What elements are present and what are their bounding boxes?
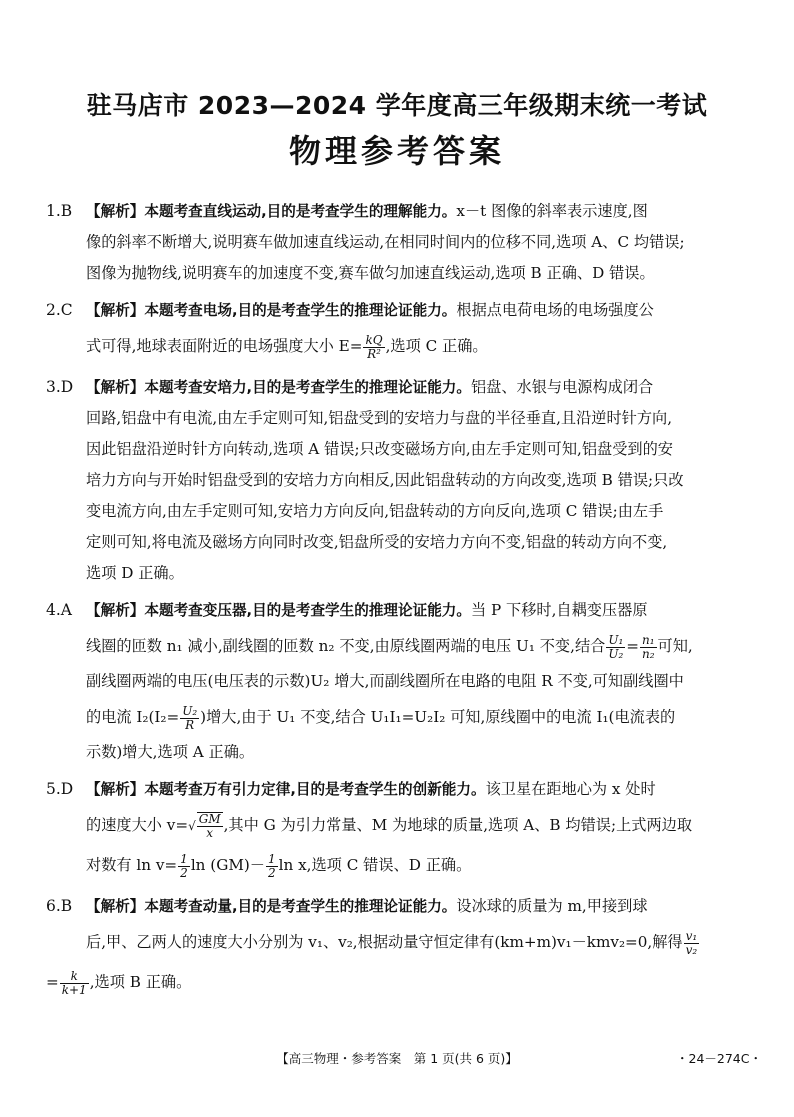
answer-number: 1.B	[46, 202, 73, 220]
analysis-tag: 【解析】本题考查万有引力定律,目的是考查学生的创新能力。	[86, 781, 486, 798]
answer-text: 像的斜率不断增大,说明赛车做加速直线运动,在相同时间内的位移不同,选项 A、C 均错误;	[86, 233, 685, 251]
answer-item-6	[46, 891, 760, 1002]
answer-text: 后,甲、乙两人的速度大小分别为 v₁、v₂,根据动量守恒定律有(km+m)v₁－kmv₂=0,解得	[86, 933, 683, 951]
formula-fraction: $\frac{\text{n₁}}{\text{n₂}}$	[642, 632, 655, 661]
analysis-tag: 【解析】本题考查电场,目的是考查学生的推理论证能力。	[86, 302, 457, 319]
answer-text: x－t 图像的斜率表示速度,图	[456, 202, 648, 220]
answer-number: 6.B	[46, 897, 73, 915]
answer-list	[46, 196, 760, 1008]
answer-text: 线圈的匝数 n₁ 减小,副线圈的匝数 n₂ 不变,由原线圈两端的电压 U₁ 不变,结合	[86, 637, 606, 655]
answer-text: 副线圈两端的电压(电压表的示数)U₂ 增大,而副线圈所在电路的电阻 R 不变,可知副线圈中	[86, 672, 684, 690]
answer-text: 回路,铝盘中有电流,由左手定则可知,铝盘受到的安培力与盘的半径垂直,且沿逆时针方向,	[86, 409, 673, 427]
answer-text: 当 P 下移时,自耦变压器原	[470, 601, 648, 619]
answer-text: 变电流方向,由左手定则可知,安培力方向反向,铝盘转动的方向反向,选项 C 错误;由左手	[86, 502, 664, 520]
analysis-tag: 【解析】本题考查变压器,目的是考查学生的推理论证能力。	[86, 602, 471, 619]
page-footer	[0, 1049, 794, 1067]
answer-number: 3.D	[46, 378, 74, 396]
answer-text: 设冰球的质量为 m,甲接到球	[456, 897, 648, 915]
formula-fraction: $\frac{\text{v₁}}{\text{v₂}}$	[685, 928, 698, 957]
answer-text: ln (GM)－	[190, 856, 265, 874]
answer-text: 示数)增大,选项 A 正确。	[86, 743, 255, 761]
exam-title: 驻马店市 2023—2024 学年度高三年级期末统一考试	[86, 91, 708, 120]
answer-text: ,其中 G 为引力常量、M 为地球的质量,选项 A、B 均错误;上式两边取	[223, 816, 693, 834]
answer-item-1	[46, 196, 760, 289]
answer-number: 4.A	[46, 601, 72, 619]
answer-text: 该卫星在距地心为 x 处时	[485, 780, 656, 798]
answer-text: 可知,	[657, 637, 693, 655]
formula-fraction: $\frac{k}{k+1}$	[61, 968, 87, 997]
answer-text: ,选项 B 正确。	[89, 973, 192, 991]
formula-fraction: $\frac{\text{U₂}}{R}$	[182, 703, 198, 732]
answer-item-3	[46, 372, 760, 589]
answer-text: ,选项 C 正确。	[385, 337, 488, 355]
answer-text: )增大,由于 U₁ 不变,结合 U₁I₁=U₂I₂ 可知,原线圈中的电流 I₁(电流表的	[200, 708, 676, 726]
answer-text: 因此铝盘沿逆时针方向转动,选项 A 错误;只改变磁场方向,由左手定则可知,铝盘受到的安	[86, 440, 673, 458]
footer-page-info: 【高三物理・参考答案 第 1 页(共 6 页)】	[276, 1051, 518, 1066]
answer-text: ln x,选项 C 错误、D 正确。	[278, 856, 472, 874]
formula-fraction: $\frac{\text{U₁}}{\text{U₂}}$	[608, 632, 624, 661]
analysis-tag: 【解析】本题考查动量,目的是考查学生的推理论证能力。	[86, 898, 457, 915]
answer-item-5	[46, 774, 760, 885]
analysis-tag: 【解析】本题考查安培力,目的是考查学生的推理论证能力。	[86, 379, 471, 396]
answer-item-2	[46, 295, 760, 366]
answer-text: 铝盘、水银与电源构成闭合	[470, 378, 654, 396]
sqrt-icon: √	[188, 819, 196, 833]
formula-fraction: $\frac{GM}{x}$	[198, 812, 221, 840]
equals-sign: =	[626, 637, 639, 655]
analysis-tag: 【解析】本题考查直线运动,目的是考查学生的理解能力。	[86, 203, 457, 220]
answer-text: 对数有 ln v=	[86, 856, 178, 874]
formula-fraction: $\frac{1}{2}$	[180, 851, 188, 880]
answer-text: =	[46, 973, 59, 991]
answer-text: 图像为抛物线,说明赛车的加速度不变,赛车做匀加速直线运动,选项 B 正确、D 错误。	[86, 264, 655, 282]
answer-text: 定则可知,将电流及磁场方向同时改变,铝盘所受的安培力方向不变,铝盘的转动方向不变,	[86, 533, 668, 551]
footer-code: ・24－274C・	[676, 1051, 762, 1066]
answer-text: 式可得,地球表面附近的电场强度大小 E=	[86, 337, 363, 355]
answer-text: 选项 D 正确。	[86, 564, 184, 582]
answer-item-4	[46, 595, 760, 768]
answer-text: 的电流 I₂(I₂=	[86, 708, 180, 726]
answer-number: 5.D	[46, 780, 74, 798]
formula-fraction: $\frac{1}{2}$	[268, 851, 276, 880]
answer-number: 2.C	[46, 301, 73, 319]
answer-text: 根据点电荷电场的电场强度公	[456, 301, 654, 319]
answer-text: 的速度大小 v=	[86, 816, 189, 834]
answer-text: 培力方向与开始时铝盘受到的安培力方向相反,因此铝盘转动的方向改变,选项 B 错误;只改	[86, 471, 684, 489]
formula-fraction: $\frac{kQ}{\text{R²}}$	[365, 332, 383, 361]
answer-title: 物理参考答案	[288, 132, 505, 170]
